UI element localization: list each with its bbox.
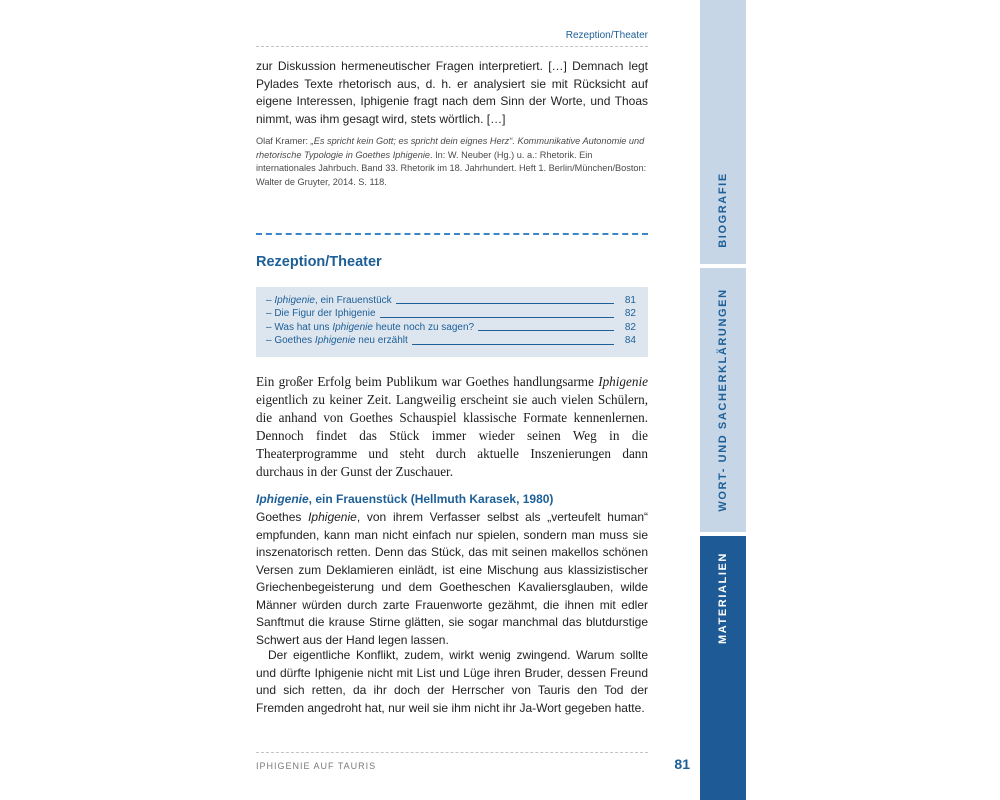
paragraph-karasek: Goethes Iphigenie, von ihrem Verfasser selbst als „verteufelt human“ empfunden, kann man nicht einfach nur spielen, sondern man muss sie inszenatorisch retten. Denn das Stück, das mit seinen makellos schönen Versen zum Deklamieren einlädt, ist eine Mischung aus klassizistischer Griechenbegeisterung und dem Goetheschen Kavaliersglauben, wilde Männer würden durch zarte Frauenworte gezähmt, die ihnen mit edler Sanftmut die krause Stirne glätten, sie sogar manchmal das blutdurstige Schwert aus der Hand legen lassen. bbox=[256, 510, 648, 647]
source-title: „Es spricht kein Gott; es spricht dein eignes Herz“. Kommunikative Autonomie und rhetorische Typologie in Goethes Iphigenie bbox=[256, 136, 645, 160]
source-details: . In: W. Neuber (Hg.) u. a.: Rhetorik. Ein internationales Jahrbuch. Band 33. Rhetorik im 18. Jahrhundert. Heft 1. Berlin/München/Boston: Walter de Gruyter, 2014. S. 118. bbox=[256, 149, 647, 188]
tab-wort-label: WORT- UND SACHERKLÄRUNGEN bbox=[717, 288, 729, 512]
toc-leader bbox=[396, 303, 614, 304]
tab-biografie-label: BIOGRAFIE bbox=[717, 172, 729, 248]
toc-item[interactable] bbox=[266, 307, 636, 320]
tab-materialien[interactable] bbox=[700, 536, 746, 800]
section-divider bbox=[256, 233, 648, 235]
subheading: Iphigenie, ein Frauenstück (Hellmuth Karasek, 1980) bbox=[256, 492, 554, 506]
toc-item[interactable] bbox=[266, 321, 636, 334]
page-number: 81 bbox=[674, 756, 690, 772]
toc-leader bbox=[380, 317, 614, 318]
toc-page-number: 84 bbox=[624, 335, 636, 347]
toc-page-number: 82 bbox=[624, 321, 636, 333]
tab-biografie[interactable] bbox=[700, 0, 746, 264]
tab-wort-und-sacherklaerungen[interactable] bbox=[700, 268, 746, 532]
footer-book-title: IPHIGENIE AUF TAURIS bbox=[256, 761, 377, 771]
intro-paragraph: Ein großer Erfolg beim Publikum war Goethes handlungsarme Iphigenie eigentlich zu keiner Zeit. Langweilig erscheint sie auch vielen Schülern, die anhand von Goethes Schauspiel klassische Formate kennenlernen. Dennoch findet das Stück immer wieder seinen Weg in die Theaterprogramme und steht durch aktuelle Inszenierungen dann durchaus in der Gunst der Zuschauer. bbox=[256, 374, 648, 479]
toc-item-label: – Die Figur der Iphigenie bbox=[266, 308, 376, 320]
tab-materialien-label: MATERIALIEN bbox=[717, 552, 729, 644]
toc-leader bbox=[478, 330, 614, 331]
toc-item-label: – Goethes Iphigenie neu erzählt bbox=[266, 335, 408, 347]
paragraph-conflict: Der eigentliche Konflikt, zudem, wirkt wenig zwingend. Warum sollte und dürfte Iphigenie nicht mit List und Lüge ihren Bruder, dessen Freund und sich retten, da ihr doch der Herrscher von Tauris den Tod der Fremden angedroht hat, nur weil sie ihm nicht ihr Ja-Wort gegeben hatte. bbox=[256, 648, 648, 715]
quote-source bbox=[256, 135, 648, 190]
header-divider bbox=[256, 46, 648, 47]
running-header: Rezeption/Theater bbox=[565, 30, 648, 41]
toc-page-number: 82 bbox=[624, 308, 636, 320]
toc-item[interactable] bbox=[266, 294, 636, 307]
toc-item[interactable] bbox=[266, 334, 636, 347]
section-title: Rezeption/Theater bbox=[256, 254, 382, 270]
toc-item-label: – Iphigenie, ein Frauenstück bbox=[266, 295, 392, 306]
footer-divider bbox=[256, 752, 648, 753]
quote-text: zur Diskussion hermeneutischer Fragen interpretiert. […] Demnach legt Pylades Texte rhetorisch aus, d. h. er analysiert sie mit Rücksicht auf eigene Interessen, Iphigenie fragt nach dem Sinn der Worte, und Thoas nimmt, was ihm gesagt wird, stets wörtlich. […] bbox=[256, 59, 648, 126]
toc-page-number: 81 bbox=[624, 295, 636, 306]
table-of-contents bbox=[256, 287, 648, 357]
toc-item-label: – Was hat uns Iphigenie heute noch zu sagen? bbox=[266, 321, 475, 333]
source-author: Olaf Kramer: bbox=[256, 136, 311, 146]
toc-leader bbox=[412, 344, 614, 345]
